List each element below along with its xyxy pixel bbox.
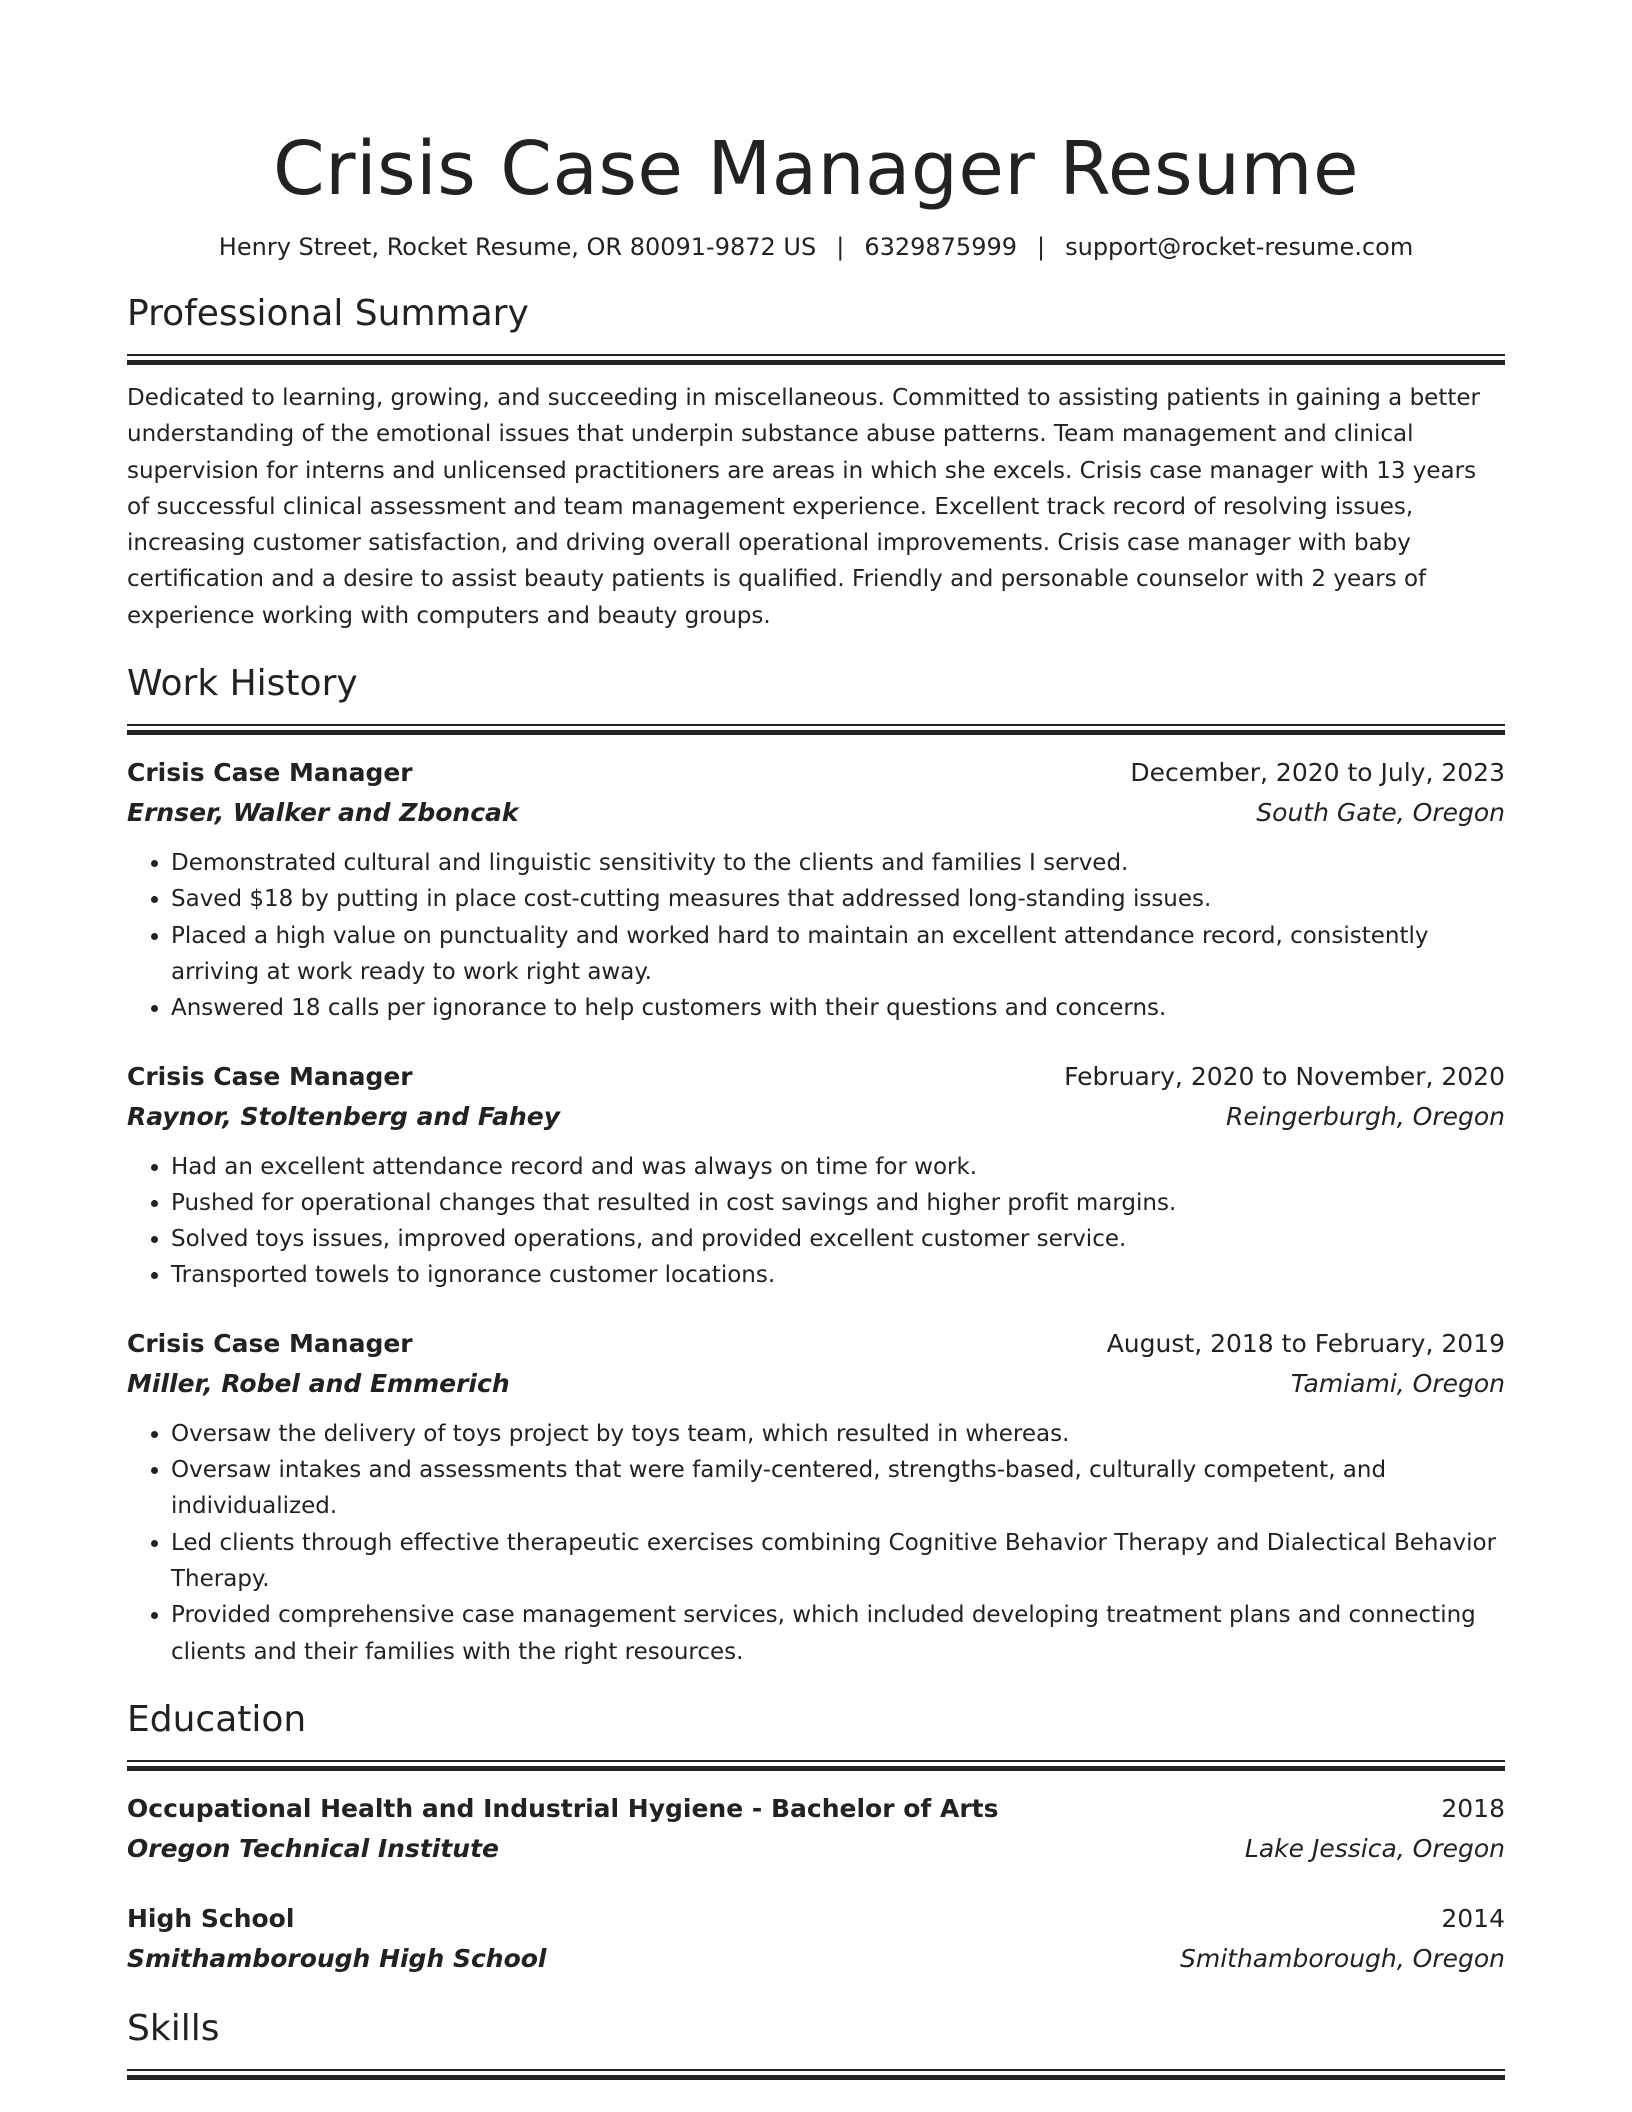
contact-line bbox=[127, 230, 1505, 264]
contact-separator: | bbox=[836, 233, 845, 261]
education-degree: Occupational Health and Industrial Hygiene - Bachelor of Arts bbox=[127, 1793, 999, 1823]
education-location: Lake Jessica, Oregon bbox=[1244, 1833, 1505, 1863]
job-bullet: • Provided comprehensive case management services, which included developing treatment plans and connecting clients and their families with the right resources. bbox=[171, 1597, 1505, 1670]
education-entry bbox=[127, 1789, 1505, 1869]
job-company: Raynor, Stoltenberg and Fahey bbox=[127, 1101, 561, 1131]
job-dates: August, 2018 to February, 2019 bbox=[1106, 1328, 1505, 1358]
job-header bbox=[127, 753, 1505, 793]
job-location: Tamiami, Oregon bbox=[1290, 1368, 1505, 1398]
job-bullets bbox=[127, 845, 1505, 1026]
job-location: Reingerburgh, Oregon bbox=[1225, 1101, 1505, 1131]
contact-email: support@rocket-resume.com bbox=[1065, 233, 1414, 261]
section-divider bbox=[127, 354, 1505, 365]
job-bullet: • Oversaw intakes and assessments that were family-centered, strengths-based, culturally competent, and individualized. bbox=[171, 1452, 1505, 1525]
job-bullet: • Solved toys issues, improved operations, and provided excellent customer service. bbox=[171, 1221, 1505, 1257]
contact-address: Henry Street, Rocket Resume, OR 80091-9872 US bbox=[218, 233, 817, 261]
job-header bbox=[127, 1057, 1505, 1097]
section-divider bbox=[127, 724, 1505, 735]
resume-title: Crisis Case Manager Resume bbox=[272, 126, 1360, 212]
education-school: Oregon Technical Institute bbox=[127, 1833, 499, 1863]
job-bullet: • Placed a high value on punctuality and worked hard to maintain an excellent attendance record, consistently arriving at work ready to work right away. bbox=[171, 918, 1505, 991]
summary-text: Dedicated to learning, growing, and succeeding in miscellaneous. Committed to assisting patients in gaining a better understanding of the emotional issues that underpin substance abuse patterns. Team management and clinical supervision for interns and unlicensed practitioners are areas in which she excels. Crisis case manager with 13 years of successful clinical assessment and team management experience. Excellent track record of resolving issues, increasing customer satisfaction, and driving overall operational improvements. Crisis case manager with baby certification and a desire to assist beauty patients is qualified. Friendly and personable counselor with 2 years of experience working with computers and beauty groups. bbox=[127, 385, 1480, 629]
education-header bbox=[127, 1789, 1505, 1829]
education-year: 2014 bbox=[1441, 1903, 1505, 1933]
resume-page bbox=[127, 115, 1505, 2080]
job-bullet: • Pushed for operational changes that resulted in cost savings and higher profit margins. bbox=[171, 1185, 1505, 1221]
section-title-education: Education bbox=[127, 1698, 307, 1740]
education-subheader bbox=[127, 1939, 1505, 1979]
job-header bbox=[127, 1324, 1505, 1364]
job-subheader bbox=[127, 1097, 1505, 1137]
skills-section bbox=[127, 2005, 1505, 2080]
section-title-summary: Professional Summary bbox=[127, 293, 529, 334]
job-company: Miller, Robel and Emmerich bbox=[127, 1368, 510, 1398]
summary-section bbox=[127, 290, 1505, 634]
job-dates: December, 2020 to July, 2023 bbox=[1130, 758, 1505, 788]
job-bullet: • Oversaw the delivery of toys project by toys team, which resulted in whereas. bbox=[171, 1416, 1505, 1452]
job-bullet: • Led clients through effective therapeutic exercises combining Cognitive Behavior Therapy and Dialectical Behavior Therapy. bbox=[171, 1525, 1505, 1598]
education-degree: High School bbox=[127, 1903, 295, 1933]
education-section bbox=[127, 1696, 1505, 1979]
work-history-section bbox=[127, 660, 1505, 1670]
education-header bbox=[127, 1899, 1505, 1939]
contact-phone: 6329875999 bbox=[864, 233, 1018, 261]
job-company: Ernser, Walker and Zboncak bbox=[127, 798, 519, 828]
education-school: Smithamborough High School bbox=[127, 1943, 547, 1973]
job-subheader bbox=[127, 793, 1505, 833]
job-role: Crisis Case Manager bbox=[127, 1061, 413, 1091]
education-location: Smithamborough, Oregon bbox=[1179, 1943, 1505, 1973]
contact-separator: | bbox=[1037, 233, 1046, 261]
education-year: 2018 bbox=[1441, 1793, 1505, 1823]
section-title-work-history: Work History bbox=[127, 663, 358, 705]
job-entry bbox=[127, 1324, 1505, 1670]
education-subheader bbox=[127, 1829, 1505, 1869]
job-dates: February, 2020 to November, 2020 bbox=[1064, 1061, 1505, 1091]
job-location: South Gate, Oregon bbox=[1256, 798, 1505, 828]
job-role: Crisis Case Manager bbox=[127, 1328, 413, 1358]
job-bullets bbox=[127, 1149, 1505, 1294]
section-divider bbox=[127, 2069, 1505, 2080]
job-bullet: • Transported towels to ignorance customer locations. bbox=[171, 1257, 1505, 1293]
job-bullet: • Demonstrated cultural and linguistic sensitivity to the clients and families I served. bbox=[171, 845, 1505, 881]
job-bullet: • Answered 18 calls per ignorance to help customers with their questions and concerns. bbox=[171, 990, 1505, 1026]
section-divider bbox=[127, 1760, 1505, 1771]
job-entry bbox=[127, 1057, 1505, 1294]
job-bullet: • Had an excellent attendance record and was always on time for work. bbox=[171, 1149, 1505, 1185]
job-role: Crisis Case Manager bbox=[127, 758, 413, 788]
job-subheader bbox=[127, 1364, 1505, 1404]
job-entry bbox=[127, 753, 1505, 1026]
education-entry bbox=[127, 1899, 1505, 1979]
job-bullet: • Saved $18 by putting in place cost-cutting measures that addressed long-standing issues. bbox=[171, 881, 1505, 917]
job-bullets bbox=[127, 1416, 1505, 1670]
section-title-skills: Skills bbox=[127, 2007, 220, 2049]
